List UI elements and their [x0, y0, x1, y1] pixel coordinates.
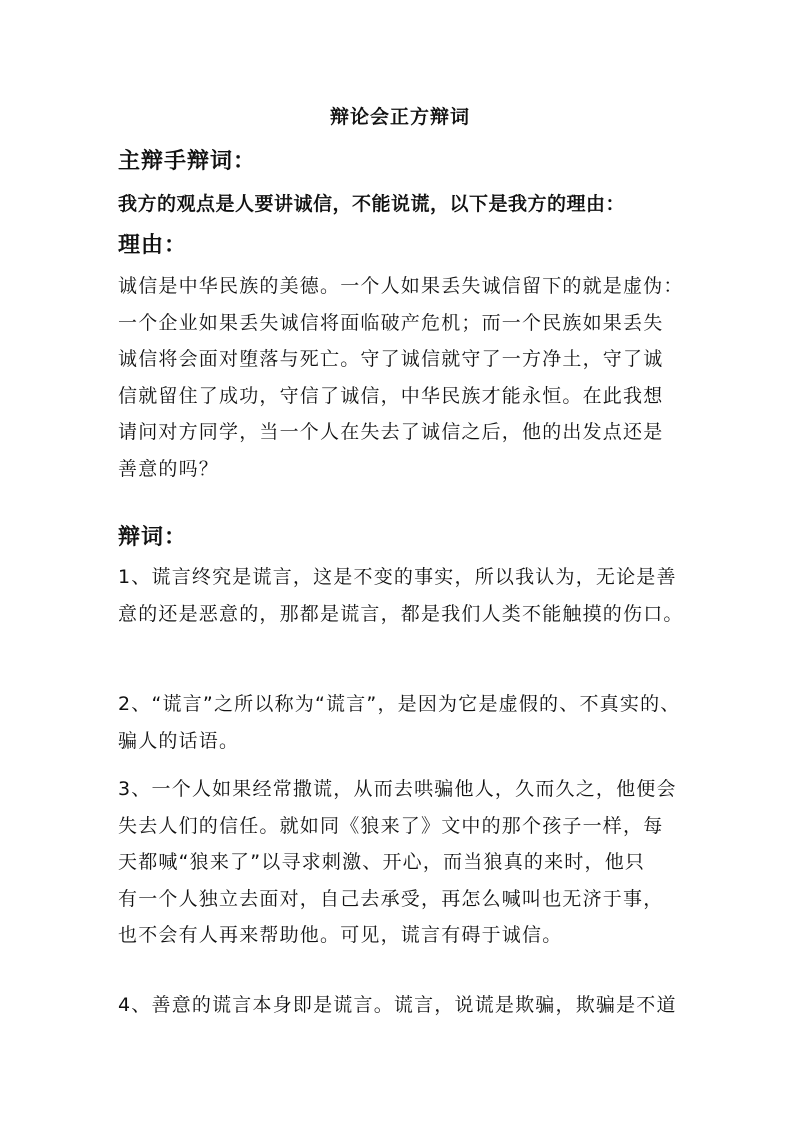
reason-line: 诚信是中华民族的美德。一个人如果丢失诚信留下的就是虚伪： — [118, 275, 684, 297]
argument-line: 4、善意的谎言本身即是谎言。谎言，说谎是欺骗，欺骗是不道 — [118, 994, 677, 1016]
reason-paragraph — [118, 268, 698, 487]
argument-line: 失去人们的信任。就如同《狼来了》文中的那个孩子一样，每 — [118, 814, 664, 837]
reason-heading: 理由： — [118, 232, 188, 258]
argument-line: 也不会有人再来帮助他。可见，谎言有碍于诚信。 — [118, 924, 563, 946]
argument-line: 天都喊“狼来了”以寻求刺激、开心，而当狼真的来时，他只 — [118, 851, 646, 873]
argument-line: 有一个人独立去面对，自己去承受，再怎么喊叫也无济于事， — [118, 887, 664, 910]
reason-line: 诚信将会面对堕落与死亡。守了诚信就守了一方净土，守了诚 — [118, 348, 664, 370]
main-speaker-heading: 主辩手辩词： — [118, 148, 257, 174]
reason-line: 一个企业如果丢失诚信将面临破产危机；而一个民族如果丢失 — [118, 311, 664, 334]
argument-point-3 — [118, 771, 698, 954]
intro-statement: 我方的观点是人要讲诚信，不能说谎，以下是我方的理由： — [118, 193, 626, 215]
document-title: 辩论会正方辩词 — [329, 106, 470, 128]
argument-line: 2、“谎言”之所以称为“谎言”，是因为它是虚假的、不真实的、 — [118, 693, 681, 715]
argument-line: 1、谎言终究是谎言，这是不变的事实，所以我认为，无论是善 — [118, 566, 677, 588]
argument-line: 意的还是恶意的，那都是谎言，都是我们人类不能触摸的伤口。 — [118, 602, 684, 625]
argument-line: 骗人的话语。 — [118, 729, 240, 752]
reason-line: 信就留住了成功，守信了诚信，中华民族才能永恒。在此我想 — [118, 384, 664, 407]
reason-line: 请问对方同学，当一个人在失去了诚信之后，他的出发点还是 — [118, 421, 664, 443]
reason-line: 善意的吗？ — [118, 457, 220, 480]
argument-line: 3、一个人如果经常撒谎，从而去哄骗他人，久而久之，他便会 — [118, 778, 677, 800]
argument-point-2 — [118, 686, 698, 759]
argument-heading: 辩词： — [118, 524, 188, 550]
argument-point-1 — [118, 559, 698, 632]
argument-point-4 — [118, 987, 698, 1024]
